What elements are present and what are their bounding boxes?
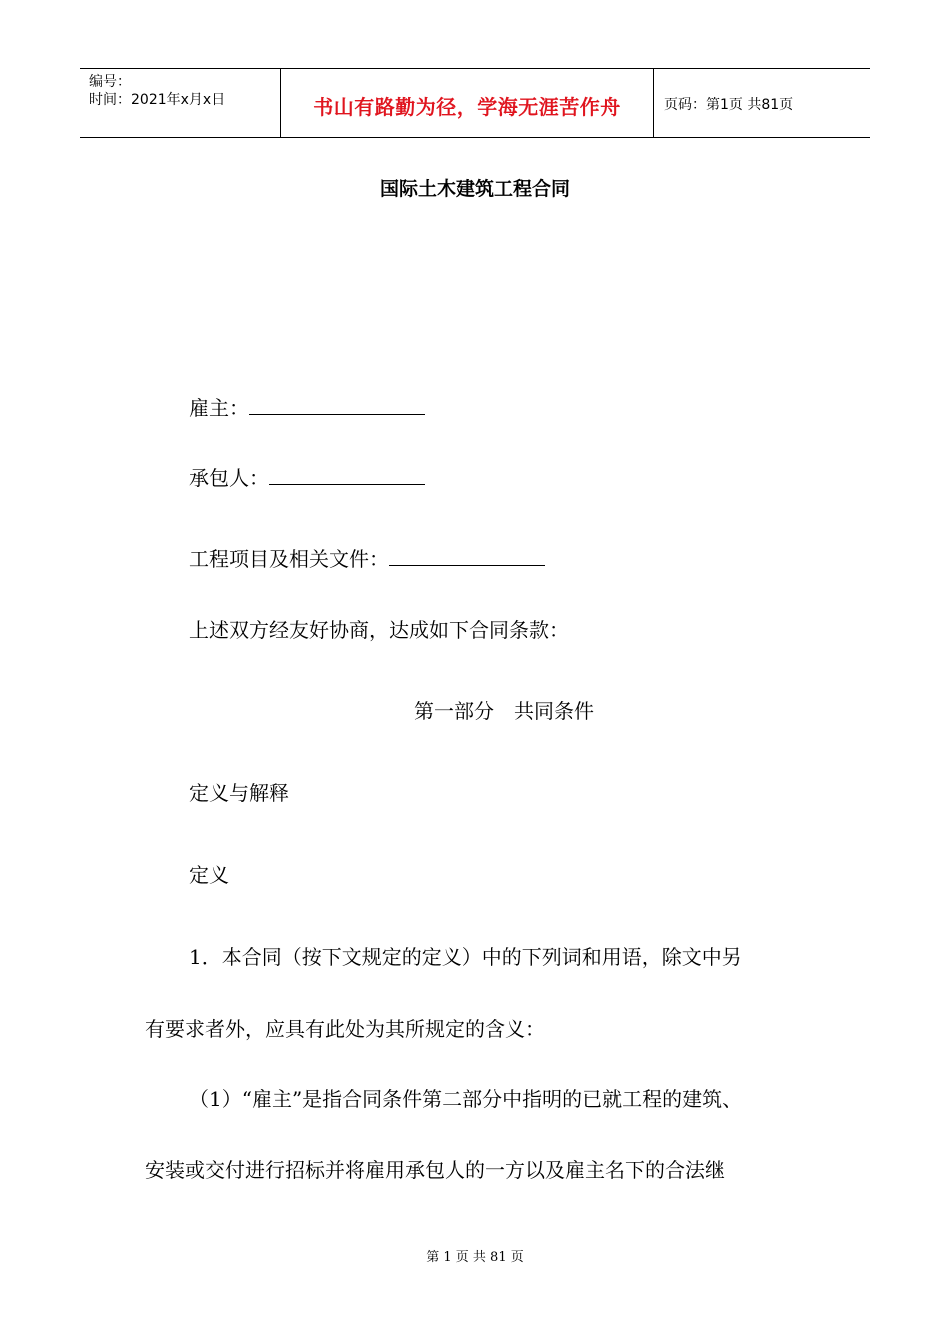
section-heading: 定义与解释 [189,781,289,805]
employer-label: 雇主： [189,396,249,420]
employer-field [189,392,425,421]
project-label: 工程项目及相关文件： [189,547,389,571]
header-page-cell [654,69,870,137]
agreement-line: 上述双方经友好协商，达成如下合同条款： [189,618,569,642]
page-header [80,68,870,138]
contractor-label: 承包人： [189,466,269,490]
paragraph-1-line-2: 有要求者外，应具有此处为其所规定的含义： [145,1017,545,1041]
document-time-label: 时间：2021年x月x日 [89,92,226,108]
document-number-label: 编号： [89,74,131,90]
header-motto: 书山有路勤为径，学海无涯苦作舟 [313,95,621,119]
page-footer: 第 1 页 共 81 页 [426,1250,524,1265]
paragraph-2-line-2: 安装或交付进行招标并将雇用承包人的一方以及雇主名下的合法继 [145,1158,725,1182]
subsection-heading: 定义 [189,863,229,887]
document-title: 国际土木建筑工程合同 [379,178,570,200]
employer-blank[interactable] [249,396,425,415]
paragraph-1-line-1: 1．本合同（按下文规定的定义）中的下列词和用语，除文中另 [189,945,742,969]
header-meta-cell [80,69,281,137]
paragraph-2-line-1: （1）“雇主”是指合同条件第二部分中指明的已就工程的建筑、 [189,1087,743,1111]
project-blank[interactable] [389,547,545,566]
header-motto-cell [281,69,654,137]
contractor-field [189,462,425,491]
project-field [189,543,545,572]
contractor-blank[interactable] [269,466,425,485]
header-page-info: 页码：第1页 共81页 [664,97,794,113]
part-heading: 第一部分 共同条件 [414,699,594,723]
